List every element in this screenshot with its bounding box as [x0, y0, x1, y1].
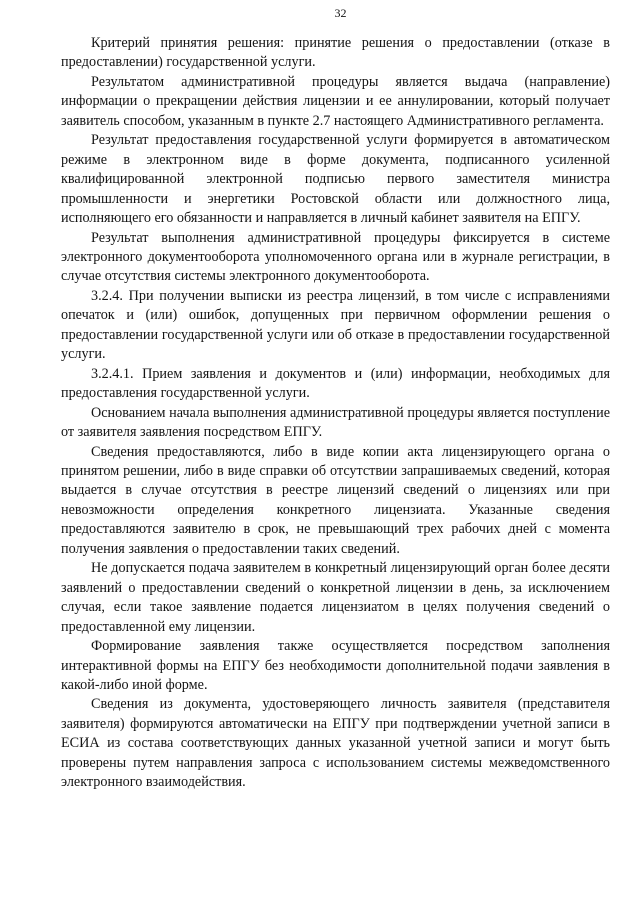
paragraph-service-result-format: Результат предоставления государственной услуги формируется в автоматическом режиме в электронном виде в форме документа, подписанного усиленной квалифицированной электронной подписью первого заместителя министра промышленности и энергетики Ростовской области или должностного лица, исполняющего его обязанности и направляется в личный кабинет заявителя на ЕПГУ. — [61, 132, 610, 227]
paragraph-information-provision: Сведения предоставляются, либо в виде копии акта лицензирующего органа о принятом решении, либо в виде справки об отсутствии запрашиваемых сведений, которая выдается в случае отсутствия в реестре лицензий сведений о лицензиях или при невозможности определения конкретного лицензиата. Указанные сведения предоставляются заявителю в срок, не превышающий трех рабочих дней с момента получения заявления о предоставлении таких сведений. — [61, 443, 610, 557]
paragraph-procedure-basis: Основанием начала выполнения административной процедуры является поступление от заявителя заявления посредством ЕПГУ. — [61, 404, 610, 441]
document-body — [61, 34, 610, 793]
paragraph-decision-criterion: Критерий принятия решения: принятие решения о предоставлении (отказе в предоставлении) государственной услуги. — [61, 35, 610, 71]
paragraph-result-registration: Результат выполнения административной процедуры фиксируется в системе электронного документооборота уполномоченного органа или в журнале регистрации, в случае отсутствия системы электронного документооборота. — [61, 229, 610, 285]
paragraph-identity-data: Сведения из документа, удостоверяющего личность заявителя (представителя заявителя) формируются автоматически на ЕПГУ при подтверждении учетной записи в ЕСИА из состава соответствующих данных указанной учетной записи и могут быть проверены путем направления запроса с использованием системы межведомственного электронного взаимодействия. — [61, 696, 610, 791]
page-number: 32 — [334, 6, 347, 20]
paragraph-procedure-result: Результатом административной процедуры является выдача (направление) информации о прекращении действия лицензии и ее аннулировании, который получает заявитель способом, указанным в пункте 2.7 настоящего Административного регламента. — [61, 73, 610, 129]
paragraph-section-3-2-4: 3.2.4. При получении выписки из реестра лицензий, в том числе с исправлениями опечаток и (или) ошибок, допущенных при первичном оформлении решения о предоставлении государственной услуги или об отказе в предоставлении государственной услуги. — [61, 287, 610, 363]
paragraph-section-3-2-4-1: 3.2.4.1. Прием заявления и документов и (или) информации, необходимых для предоставления государственной услуги. — [61, 365, 610, 402]
paragraph-application-form: Формирование заявления также осуществляется посредством заполнения интерактивной формы на ЕПГУ без необходимости дополнительной подачи заявления в какой-либо иной форме. — [61, 638, 610, 693]
paragraph-application-limit: Не допускается подача заявителем в конкретный лицензирующий орган более десяти заявлений о предоставлении сведений о конкретной лицензии в день, за исключением случая, если такое заявление подается лицензиатом в целях получения сведений о предоставленной ему лицензии. — [61, 560, 610, 635]
